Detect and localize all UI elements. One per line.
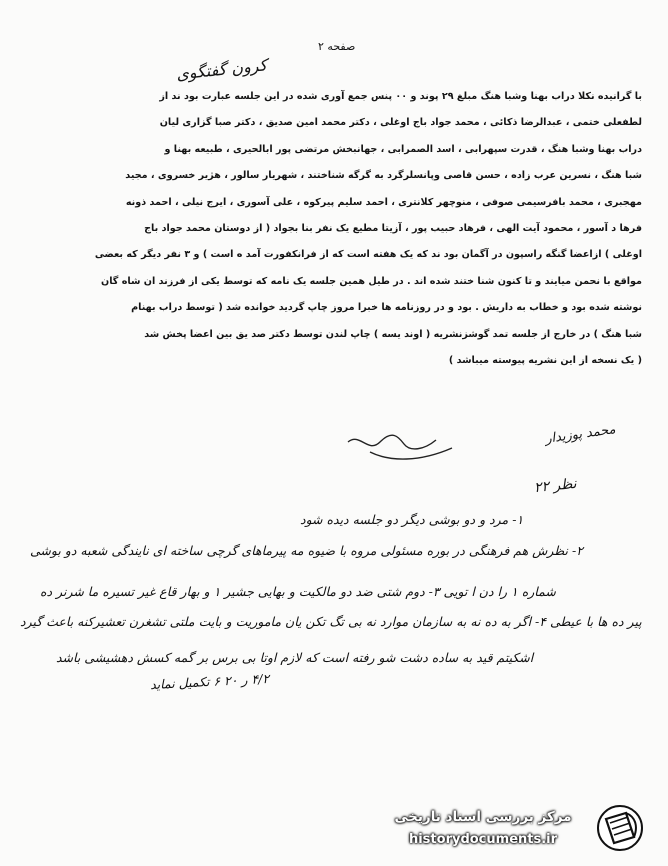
handwritten-signature: محمد پوزیدار: [544, 422, 617, 447]
archive-name: مرکز بررسی اسناد تاریخی: [394, 809, 572, 825]
typed-line: فرها د آسور ، محمود آیت الهی ، فرهاد حبیب پور ، آزیتا مطیع یک نفر بنا بجواد ( از دوستان محمد جواد باج: [144, 223, 642, 235]
typed-line: شبا هنگ ) در خارج از جلسه تمد گوشزنشریه ( اوند یسه ) چاپ لندن توسط دکتر صد یق بین اعضا پخش شد: [144, 328, 642, 340]
handwritten-note-1: ۱- مرد و دو بوشی دیگر دو جلسه دیده شود: [300, 512, 524, 527]
signature-scribble: [340, 428, 460, 468]
typed-line: دراب بهنا وشبا هنگ ، قدرت سپهرابی ، اسد الصمرابی ، جهانبخش مرتضی پور ابالحیری ، طبیعه بهنا و: [164, 143, 642, 155]
archive-logo-icon: [596, 803, 644, 853]
handwritten-note-3: شماره ۱ را دن ا تویی ۳- دوم شتی ضد دو مالکیت و بهایی جشیر ۱ و بهار قاع غیر تسیره ما شرنر ده: [40, 584, 556, 599]
handwritten-note-5: اشکیتم قید به ساده دشت شو رفته است که لازم اوتا بی برس بر گمه کسش دهشیشی باشد: [56, 650, 534, 665]
typed-line: اوغلی ) ازاعضا گنگه راسپون در آگمان بود ند که یک هفته است که از فرانکفورت آمد ه است ) و ۳ نفر دیگر که بعضی: [94, 249, 642, 261]
handwritten-note-label: نظر ۲۲: [533, 475, 578, 497]
typed-line: با گرانیده نکلا دراب بهنا وشبا هنگ مبلغ ۲۹ پوند و ۰۰ پنس جمع آوری شده در این جلسه عبارت بود ند از: [159, 91, 642, 102]
typed-report-body: [30, 84, 642, 374]
typed-line: لطفعلی ختمی ، عبدالرضا ذکائی ، محمد جواد باج اوغلی ، دکتر محمد امین صدیق ، دکتر صبا گزاری لیان: [159, 117, 642, 129]
handwritten-note-2: ۲- نظرش هم فرهنگی در بوره مسئولی مروه با ضیوه مه پیرماهای گرچی ساخته ای نایندگی شعبه دو بوشی: [30, 543, 583, 558]
typed-line: شبا هنگ ، نسرین عرب زاده ، حسن قاصی وپانسلرگرد به گرگه شناختند ، شهریار سالور ، هژیر خسروی ، مجید: [125, 170, 642, 182]
archive-url: historydocuments.ir: [408, 832, 558, 847]
typed-line: مهجبری ، محمد بافرسیمی صوفی ، منوچهر کلانتری ، احمد سلیم پیرکوه ، علی آسوری ، ایرج نیلی ، احمد ذونه: [125, 196, 642, 208]
page-number: صفحه ۲: [318, 40, 356, 53]
archive-watermark: [374, 795, 656, 859]
typed-line: ( یک نسخه از این نشریه پیوسته میباشد ): [448, 355, 642, 367]
handwritten-note-date: ۴/۲ ر ۲۰ ۶ تکمیل نماید: [149, 670, 270, 693]
handwritten-heading: کرون گفتگوی: [175, 55, 268, 84]
typed-line: نوشته شده بود و خطاب به داریش . بود و در روزنامه ها خبرا مروز چاپ گردید خوانده شد ( توسط دراب بهنام: [131, 302, 642, 314]
typed-line: مواقع با نحمن میایند و تا کنون شنا ختند شده اند . در طیل همین جلسه یک نامه که توسط یکی از فرزند ان شاه گان: [101, 275, 642, 287]
handwritten-note-4: پیر ده ها با عیطی ۴- اگر به ده نه به سازمان موارد نه بی تگ تکن یان ماموریت و بایت ملتی تشغرن تعشیرکنه باعث گیرد: [20, 614, 642, 629]
